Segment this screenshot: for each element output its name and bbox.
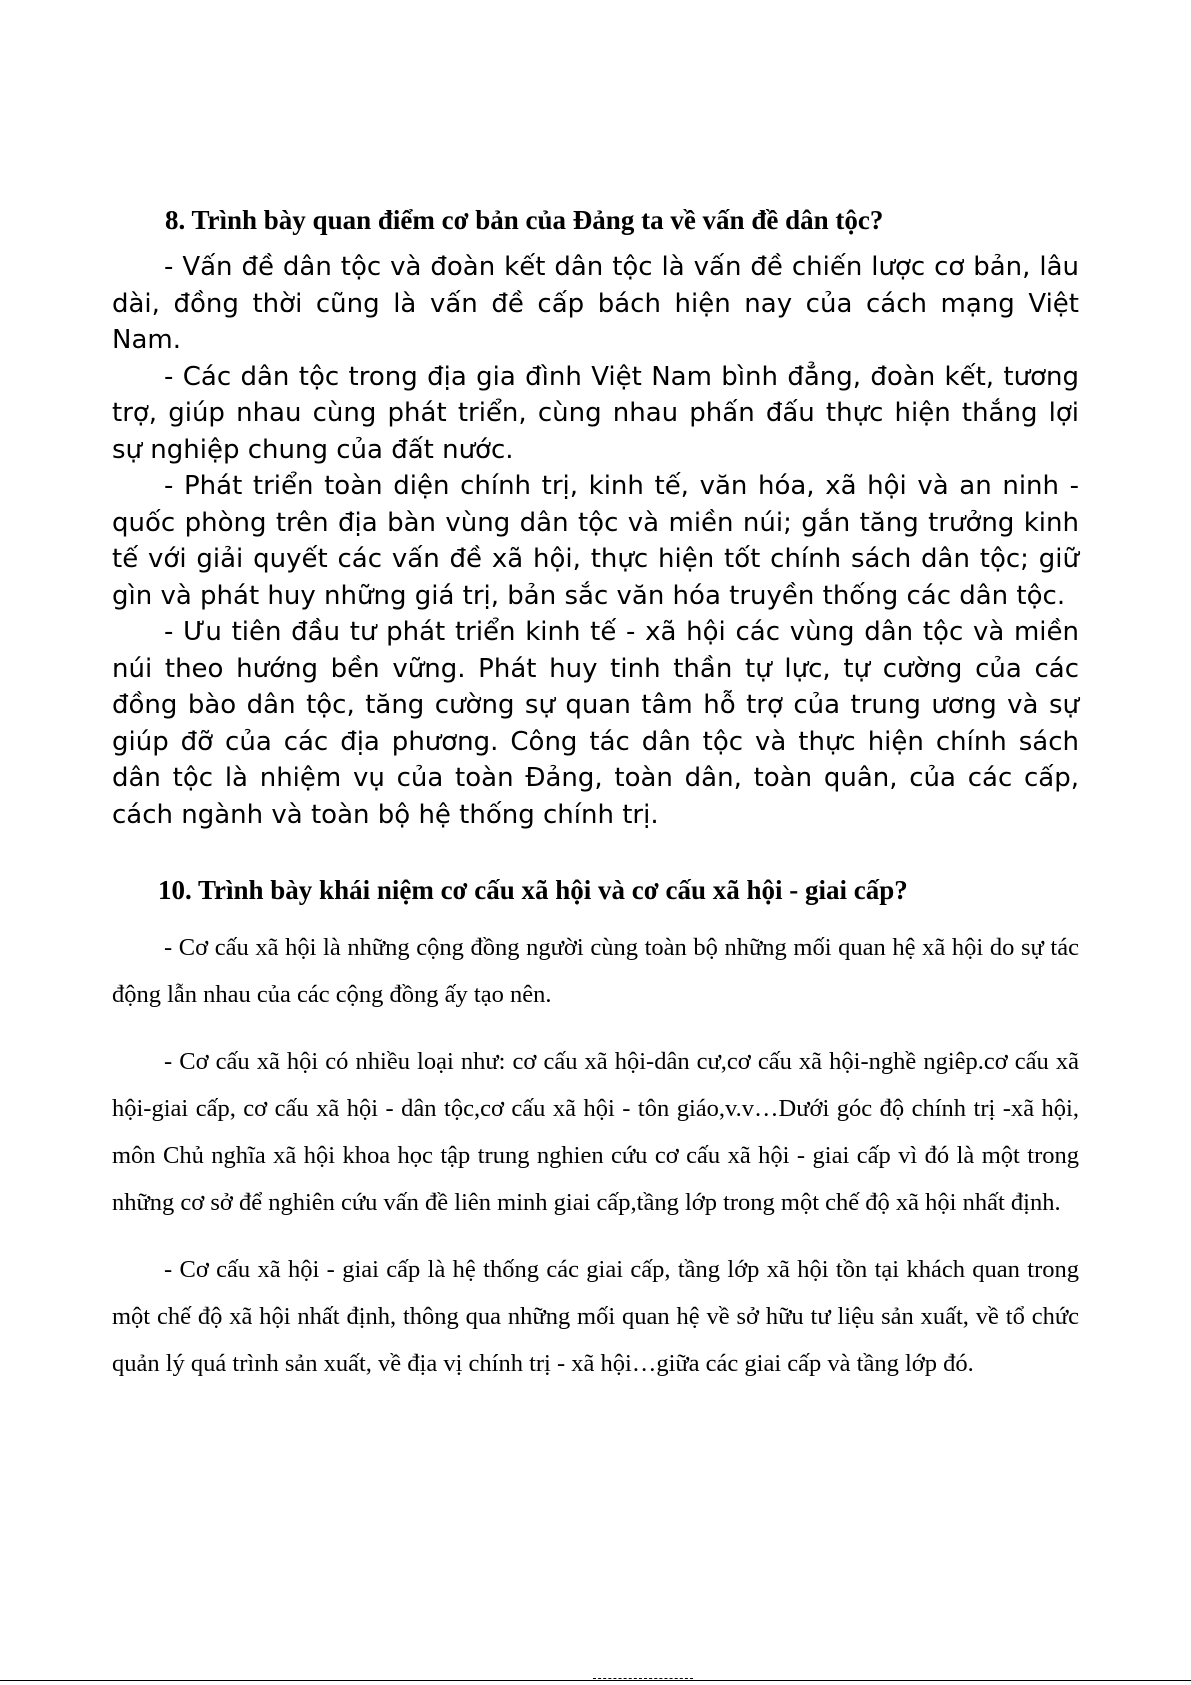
- question-8-heading: 8. Trình bày quan điểm cơ bản của Đảng ta về vấn đề dân tộc?: [165, 205, 884, 235]
- answer-paragraph: - Cơ cấu xã hội có nhiều loại như: cơ cấu xã hội-dân cư,cơ cấu xã hội-nghề ngiêp.cơ cấu xã hội-giai cấp, cơ cấu xã hội - dân tộc,cơ cấu xã hội - tôn giáo,v.v…Dưới góc độ chính trị -xã hội, môn Chủ nghĩa xã hội khoa học tập trung nghien cứu cơ cấu xã hội - giai cấp vì đó là một trong những cơ sở để nghiên cứu vấn đề liên minh giai cấp,tầng lớp trong một chế độ xã hội nhất định.: [112, 1048, 1079, 1216]
- page-bottom-dashed-mark: [593, 1678, 693, 1683]
- answer-paragraph: - Cơ cấu xã hội là những cộng đồng người cùng toàn bộ những mối quan hệ xã hội do sự tác động lẫn nhau của các cộng đồng ấy tạo nên.: [112, 934, 1079, 1008]
- answer-paragraph: - Phát triển toàn diện chính trị, kinh tế, văn hóa, xã hội và an ninh - quốc phòng trên địa bàn vùng dân tộc và miền núi; gắn tăng trưởng kinh tế với giải quyết các vấn đề xã hội, thực hiện tốt chính sách dân tộc; giữ gìn và phát huy những giá trị, bản sắc văn hóa truyền thống các dân tộc.: [112, 471, 1079, 611]
- question-10-heading: 10. Trình bày khái niệm cơ cấu xã hội và cơ cấu xã hội - giai cấp?: [158, 875, 908, 905]
- answer-paragraph: - Ưu tiên đầu tư phát triển kinh tế - xã hội các vùng dân tộc và miền núi theo hướng bền vững. Phát huy tinh thần tự lực, tự cường của các đồng bào dân tộc, tăng cường sự quan tâm hỗ trợ của trung ương và sự giúp đỡ của các địa phương. Công tác dân tộc và thực hiện chính sách dân tộc là nhiệm vụ của toàn Đảng, toàn dân, toàn quân, của các cấp, cách ngành và toàn bộ hệ thống chính trị.: [112, 617, 1079, 830]
- question-8-answer: [112, 249, 1079, 833]
- answer-paragraph: - Cơ cấu xã hội - giai cấp là hệ thống các giai cấp, tầng lớp xã hội tồn tại khách quan trong một chế độ xã hội nhất định, thông qua những mối quan hệ về sở hữu tư liệu sản xuất, về tổ chức quản lý quá trình sản xuất, về địa vị chính trị - xã hội…giữa các giai cấp và tầng lớp đó.: [112, 1256, 1079, 1377]
- question-10-answer: [112, 924, 1079, 1407]
- answer-paragraph: - Các dân tộc trong địa gia đình Việt Nam bình đẳng, đoàn kết, tương trợ, giúp nhau cùng phát triển, cùng nhau phấn đấu thực hiện thắng lợi sự nghiệp chung của đất nước.: [112, 361, 1079, 465]
- answer-paragraph: - Vấn đề dân tộc và đoàn kết dân tộc là vấn đề chiến lược cơ bản, lâu dài, đồng thời cũng là vấn đề cấp bách hiện nay của cách mạng Việt Nam.: [112, 252, 1079, 355]
